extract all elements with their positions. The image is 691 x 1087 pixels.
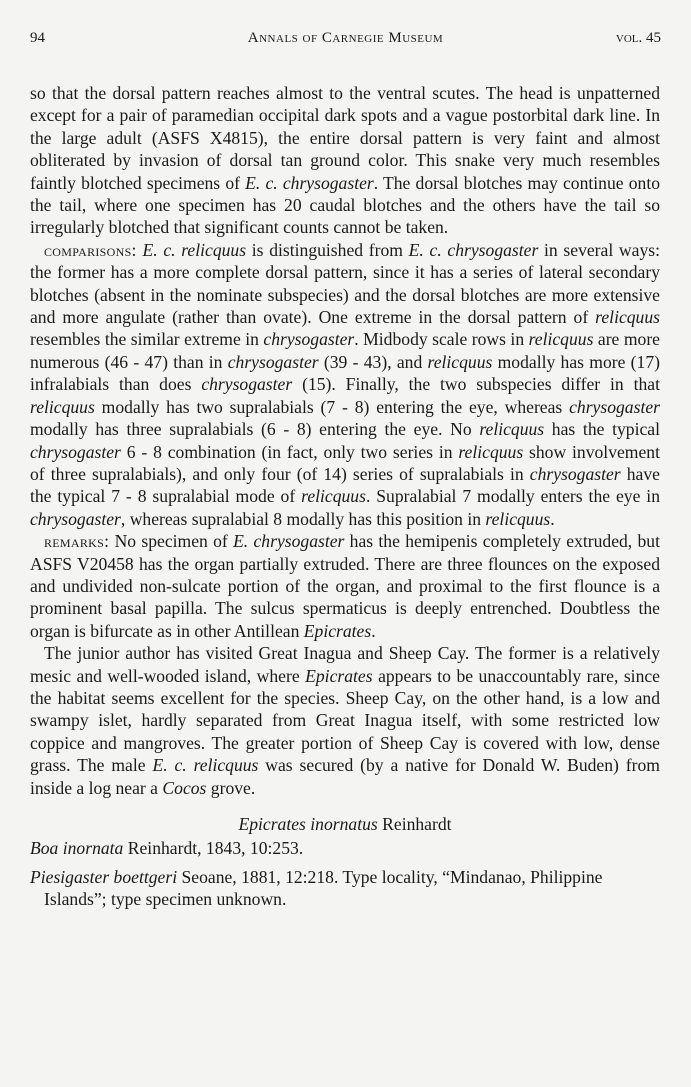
text-run: have the typical 7 - 8 supralabial mode of xyxy=(30,463,660,507)
page-number: 94 xyxy=(30,30,45,46)
text-run: Seoane, 1881, 12:218. Type locality, “Mindanao, Philippine Islands”; type specimen unknown. xyxy=(44,866,603,910)
italic-run: E. c. relicquus xyxy=(152,755,259,776)
italic-run: Boa inornata xyxy=(30,838,124,859)
italic-run: relicquus xyxy=(458,441,524,462)
text-run: appears to be unaccountably rare, since the habitat seems excellent for the species. Sheep Cay, on the other hand, is a low and swampy islet, hardly separated from Great Inagua itself, with some restricted low coppice and mangroves. The greater portion of Sheep Cay is covered with low, dense grass. The male xyxy=(30,665,660,776)
text-run: (39 - 43), and xyxy=(318,351,428,372)
text-run: , whereas supralabial 8 modally has this position in xyxy=(120,508,486,529)
text-run: . xyxy=(371,620,376,641)
italic-run: relicquus xyxy=(595,307,660,328)
text-run: has the hemipenis completely extruded, but ASFS V20458 has the organ partially extruded. There are three flounces on the exposed and undivided non-sulcate portion of the organ, and proximal to the first flounce is a prominent basal papilla. The sulcus spermaticus is deeply entrenched. Doubtless the organ is bifurcate as in other Antillean xyxy=(30,531,660,641)
italic-run: Cocos xyxy=(162,777,207,798)
italic-run: relicquus xyxy=(485,508,551,529)
italic-run: chrysogaster xyxy=(30,508,121,529)
italic-run: relicquus xyxy=(528,329,594,350)
paragraph-comparisons xyxy=(30,239,660,530)
text-run: is distinguished from xyxy=(246,239,409,260)
text-run: modally has three supralabials (6 - 8) entering the eye. No xyxy=(30,419,480,440)
text-run: . xyxy=(550,508,555,529)
synonym-entry xyxy=(30,837,660,859)
italic-run: E. c. chrysogaster xyxy=(408,239,539,260)
italic-run: Epicrates xyxy=(305,665,373,686)
text-run: . Midbody scale rows in xyxy=(354,329,529,350)
volume-label: vol. 45 xyxy=(615,30,661,46)
text-run: (15). Finally, the two subspecies differ in that xyxy=(292,374,660,395)
text-run: show involvement of three supralabials), and only four (of 14) series of supralabials in xyxy=(30,441,660,484)
text-run: . The dorsal blotches may continue onto the tail, where one specimen has 20 caudal blotches and the others have the tail so irregularly blotched that significant counts cannot be taken. xyxy=(30,172,661,238)
text-run: No specimen of xyxy=(109,531,234,552)
text-run: Reinhardt xyxy=(377,814,452,834)
text-run: modally has more (17) infralabials than does xyxy=(30,351,660,395)
text-run: so that the dorsal pattern reaches almost to the ventral scutes. The head is unpatterned except for a pair of paramedian occipital dark spots and a vague postorbital dark line. In the large adult (ASFS X4815), the entire dorsal pattern is very faint and almost obliterated by invasion of dorsal tan ground color. This snake very much resembles faintly blotched specimens of xyxy=(30,83,660,193)
text-run: was secured (by a native for Donald W. Buden) from inside a log near a xyxy=(30,755,660,798)
synonym-entry xyxy=(30,866,660,911)
text-run: Reinhardt, 1843, 10:253. xyxy=(123,838,304,859)
journal-title: Annals of Carnegie Museum xyxy=(247,30,444,46)
species-heading xyxy=(30,813,660,835)
paragraph-habitat xyxy=(30,642,660,799)
italic-run: Epicrates inornatus xyxy=(238,814,378,834)
paragraph-description-continued xyxy=(30,82,660,239)
italic-run: E. c. relicquus xyxy=(142,239,247,260)
italic-run: relicquus xyxy=(30,396,95,417)
section-label: remarks: xyxy=(44,531,110,552)
text-run: resembles the similar extreme in xyxy=(30,329,264,350)
section-label: comparisons: xyxy=(44,239,137,260)
text-run: has the typical xyxy=(544,419,660,440)
italic-run: chrysogaster xyxy=(569,396,660,417)
italic-run: relicquus xyxy=(427,351,493,372)
text-run: 6 - 8 combination (in fact, only two series in xyxy=(120,441,459,462)
text-run: modally has two supralabials (7 - 8) entering the eye, whereas xyxy=(94,396,570,417)
italic-run: relicquus xyxy=(301,486,366,507)
text-run: The junior author has visited Great Inagua and Sheep Cay. The former is a relatively mesic and well-wooded island, where xyxy=(30,643,660,686)
article-body xyxy=(30,82,660,911)
text-run: . Supralabial 7 modally enters the eye in xyxy=(365,486,660,507)
text-run: grove. xyxy=(206,777,256,798)
italic-run: chrysogaster xyxy=(201,374,293,395)
italic-run: chrysogaster xyxy=(30,441,121,462)
paragraph-remarks xyxy=(30,530,660,642)
running-head xyxy=(30,30,661,52)
text-run: in several ways: the former has a more complete dorsal pattern, since it has a series of lateral secondary blotches (absent in the nominate subspecies) and the dorsal blotches are more extensive and more angulate (rather than ovate). One extreme in the dorsal pattern of xyxy=(30,239,660,328)
italic-run: Epicrates xyxy=(303,620,372,641)
italic-run: chrysogaster xyxy=(227,351,319,372)
italic-run: E. chrysogaster xyxy=(233,531,345,552)
italic-run: Piesigaster boettgeri xyxy=(30,866,178,887)
italic-run: relicquus xyxy=(479,419,545,440)
text-run: are more numerous (46 - 47) than in xyxy=(30,329,660,372)
italic-run: chrysogaster xyxy=(263,329,355,350)
italic-run: E. c. chrysogaster xyxy=(245,172,374,193)
italic-run: chrysogaster xyxy=(529,463,621,484)
